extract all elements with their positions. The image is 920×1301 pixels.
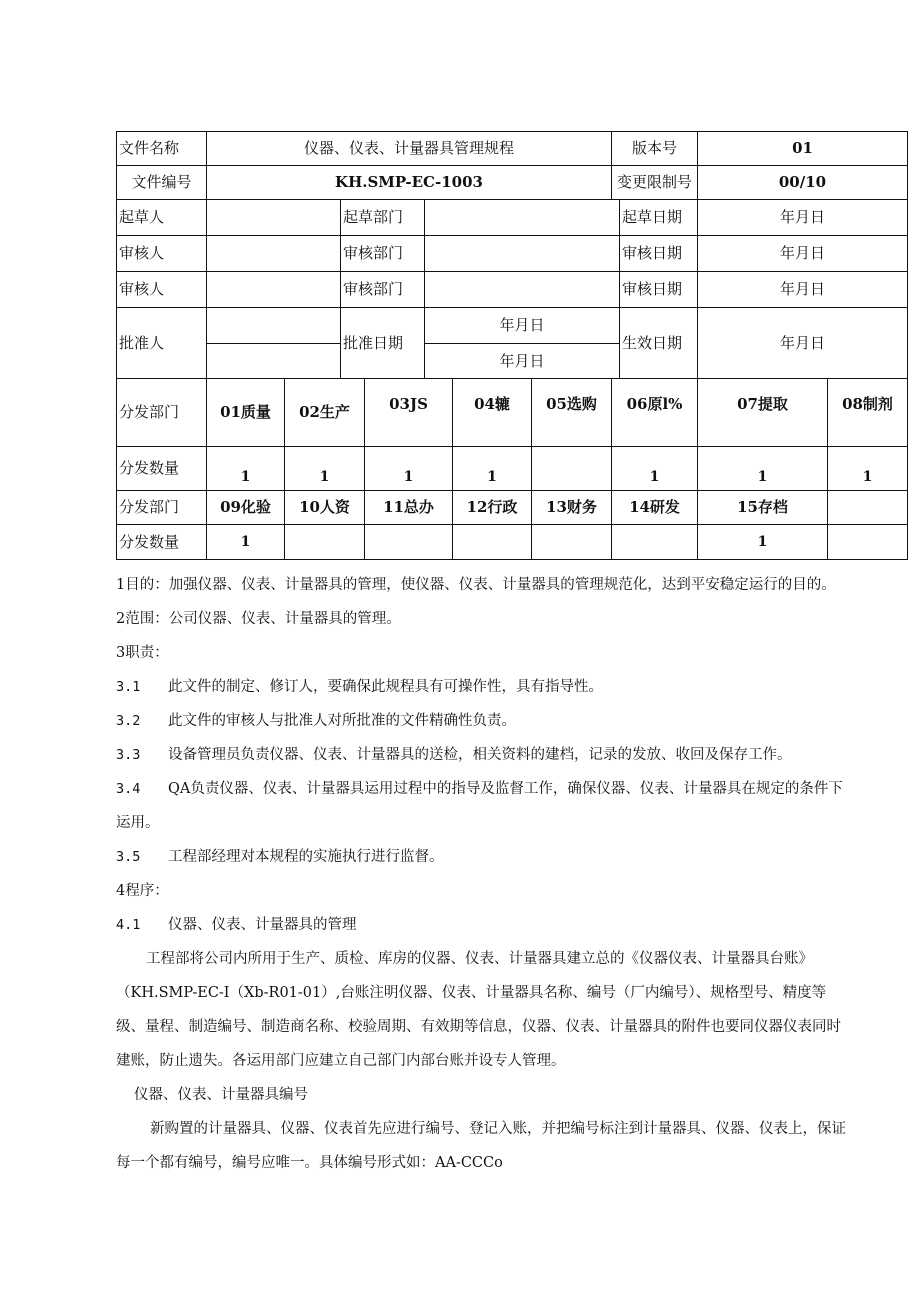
clause-text: QA负责仪器、仪表、计量器具运用过程中的指导及监督工作，确保仪器、仪表、计量器具在规定的条件下运用。: [116, 781, 843, 831]
approver-sign-field-1[interactable]: [207, 308, 341, 344]
drafter-date-value: 年月日: [698, 200, 908, 236]
header-row-number: [117, 166, 908, 200]
file-no-label: 文件编号: [117, 166, 207, 200]
document-body: [116, 568, 851, 1180]
reviewer1-dept-label: 审核部门: [341, 236, 425, 272]
clause-text: 此文件的审核人与批准人对所批准的文件精确性负责。: [168, 713, 516, 729]
clause-number: 3.1: [116, 679, 141, 695]
dist-dept-cell: 06原l%: [612, 379, 698, 447]
dist-qty-cell: [612, 525, 698, 560]
clause-text: 设备管理员负责仪器、仪表、计量器具的送检，相关资料的建档，记录的发放、收回及保存工作。: [168, 747, 792, 763]
approve-date-label: 批准日期: [341, 308, 425, 379]
clause-number: 3.2: [116, 713, 141, 729]
document-header-table: [116, 131, 908, 560]
dist-qty-cell: 1: [285, 447, 365, 491]
reviewer1-date-label: 审核日期: [620, 236, 698, 272]
procedure-4-1: [116, 908, 851, 942]
file-no-value: KH.SMP-EC-1003: [207, 166, 612, 200]
dist-qty-cell: 1: [207, 525, 285, 560]
version-label: 版本号: [612, 132, 698, 166]
dist-dept-row-2: [117, 491, 908, 525]
approver-row-1: [117, 308, 908, 344]
dist-qty-cell: 1: [365, 447, 453, 491]
dist-dept-cell: 09化验: [207, 491, 285, 525]
clause-text: 工程部经理对本规程的实施执行进行监督。: [168, 849, 444, 865]
reviewer2-date-label: 审核日期: [620, 272, 698, 308]
dist-dept-cell: 14研发: [612, 491, 698, 525]
reviewer1-sign-field[interactable]: [207, 236, 341, 272]
drafter-date-label: 起草日期: [620, 200, 698, 236]
reviewer1-dept-field[interactable]: [425, 236, 620, 272]
drafter-dept-field[interactable]: [425, 200, 620, 236]
dist-qty-row-2: [117, 525, 908, 560]
effective-date-value: 年月日: [698, 308, 908, 379]
dist-dept-cell: 11总办: [365, 491, 453, 525]
version-value: 01: [698, 132, 908, 166]
responsibility-3-2: [116, 704, 851, 738]
clause-number: 3.3: [116, 747, 141, 763]
responsibility-heading: 3职责：: [116, 645, 169, 661]
change-label: 变更限制号: [612, 166, 698, 200]
reviewer2-sign-field[interactable]: [207, 272, 341, 308]
effective-date-label: 生效日期: [620, 308, 698, 379]
dist-qty-cell: 1: [453, 447, 532, 491]
drafter-sign-field[interactable]: [207, 200, 341, 236]
drafter-dept-label: 起草部门: [341, 200, 425, 236]
dist-qty-cell: [532, 447, 612, 491]
dist-dept-cell: 02生产: [285, 379, 365, 447]
dist-dept-cell: [828, 491, 908, 525]
dist-dept-cell: 01质量: [207, 379, 285, 447]
dist-qty-cell: 1: [207, 447, 285, 491]
clause-number: 4.1: [116, 917, 141, 933]
responsibility-3-4: [116, 772, 851, 840]
clause-text: 此文件的制定、修订人，要确保此规程具有可操作性，具有指导性。: [168, 679, 603, 695]
dist-qty-cell: 1: [828, 447, 908, 491]
reviewer1-row: [117, 236, 908, 272]
reviewer1-date-value: 年月日: [698, 236, 908, 272]
numbering-paragraph: 新购置的计量器具、仪器、仪表首先应进行编号、登记入账，并把编号标注到计量器具、仪器、仪表上，保证每一个都有编号，编号应唯一。具体编号形式如：AA-CCCo: [116, 1121, 846, 1171]
dist-qty-cell: [828, 525, 908, 560]
approve-date-value-1: 年月日: [425, 308, 620, 344]
reviewer2-dept-field[interactable]: [425, 272, 620, 308]
dist-qty-label-1: 分发数量: [117, 447, 207, 491]
clause-number: 3.4: [116, 781, 141, 797]
dist-dept-label-1: 分发部门: [117, 379, 207, 447]
purpose-paragraph: 1目的：加强仪器、仪表、计量器具的管理，使仪器、仪表、计量器具的管理规范化，达到平安稳定运行的目的。: [116, 577, 836, 593]
drafter-row: [117, 200, 908, 236]
scope-paragraph: 2范围：公司仪器、仪表、计量器具的管理。: [116, 611, 401, 627]
file-name-label: 文件名称: [117, 132, 207, 166]
responsibility-3-5: [116, 840, 851, 874]
reviewer2-date-value: 年月日: [698, 272, 908, 308]
dist-qty-label-2: 分发数量: [117, 525, 207, 560]
header-row-title: [117, 132, 908, 166]
dist-dept-cell: 15存档: [698, 491, 828, 525]
file-name-value: 仪器、仪表、计量器具管理规程: [207, 132, 612, 166]
dist-qty-cell: 1: [698, 447, 828, 491]
reviewer2-row: [117, 272, 908, 308]
reviewer2-label: 审核人: [117, 272, 207, 308]
drafter-label: 起草人: [117, 200, 207, 236]
approver-label: 批准人: [117, 308, 207, 379]
dist-qty-cell: [532, 525, 612, 560]
dist-qty-cell: 1: [612, 447, 698, 491]
dist-qty-cell: 1: [698, 525, 828, 560]
dist-dept-cell: 05选购: [532, 379, 612, 447]
reviewer2-dept-label: 审核部门: [341, 272, 425, 308]
change-value: 00/10: [698, 166, 908, 200]
responsibility-3-1: [116, 670, 851, 704]
dist-dept-cell: 10人资: [285, 491, 365, 525]
dist-dept-cell: 03JS: [365, 379, 453, 447]
dist-dept-label-2: 分发部门: [117, 491, 207, 525]
dist-dept-cell: 07提取: [698, 379, 828, 447]
ledger-paragraph: 工程部将公司内所用于生产、质检、库房的仪器、仪表、计量器具建立总的《仪器仪表、计量器具台账》（KH.SMP-EC-I（Xb-R01-01）,台账注明仪器、仪表、计量器具名称、编号（厂内编号）、规格型号、精度等级、量程、制造编号、制造商名称、校验周期、有效期等信息，仪器、仪表、计量器具的附件也要同仪器仪表同时建账，防止遗失。各运用部门应建立自己部门内部台账并设专人管理。: [116, 951, 841, 1069]
clause-text: 仪器、仪表、计量器具的管理: [168, 917, 357, 933]
reviewer1-label: 审核人: [117, 236, 207, 272]
dist-qty-cell: [365, 525, 453, 560]
approver-sign-field-2[interactable]: [207, 344, 341, 379]
dist-qty-cell: [453, 525, 532, 560]
dist-dept-cell: 13财务: [532, 491, 612, 525]
dist-dept-row-1: [117, 379, 908, 447]
dist-dept-cell: 12行政: [453, 491, 532, 525]
dist-qty-cell: [285, 525, 365, 560]
approve-date-value-2: 年月日: [425, 344, 620, 379]
clause-number: 3.5: [116, 849, 141, 865]
dist-dept-cell: 08制剂: [828, 379, 908, 447]
dist-qty-row-1: [117, 447, 908, 491]
numbering-subheading: 仪器、仪表、计量器具编号: [134, 1087, 308, 1103]
responsibility-3-3: [116, 738, 851, 772]
dist-dept-cell: 04辘: [453, 379, 532, 447]
procedure-heading: 4程序：: [116, 883, 169, 899]
